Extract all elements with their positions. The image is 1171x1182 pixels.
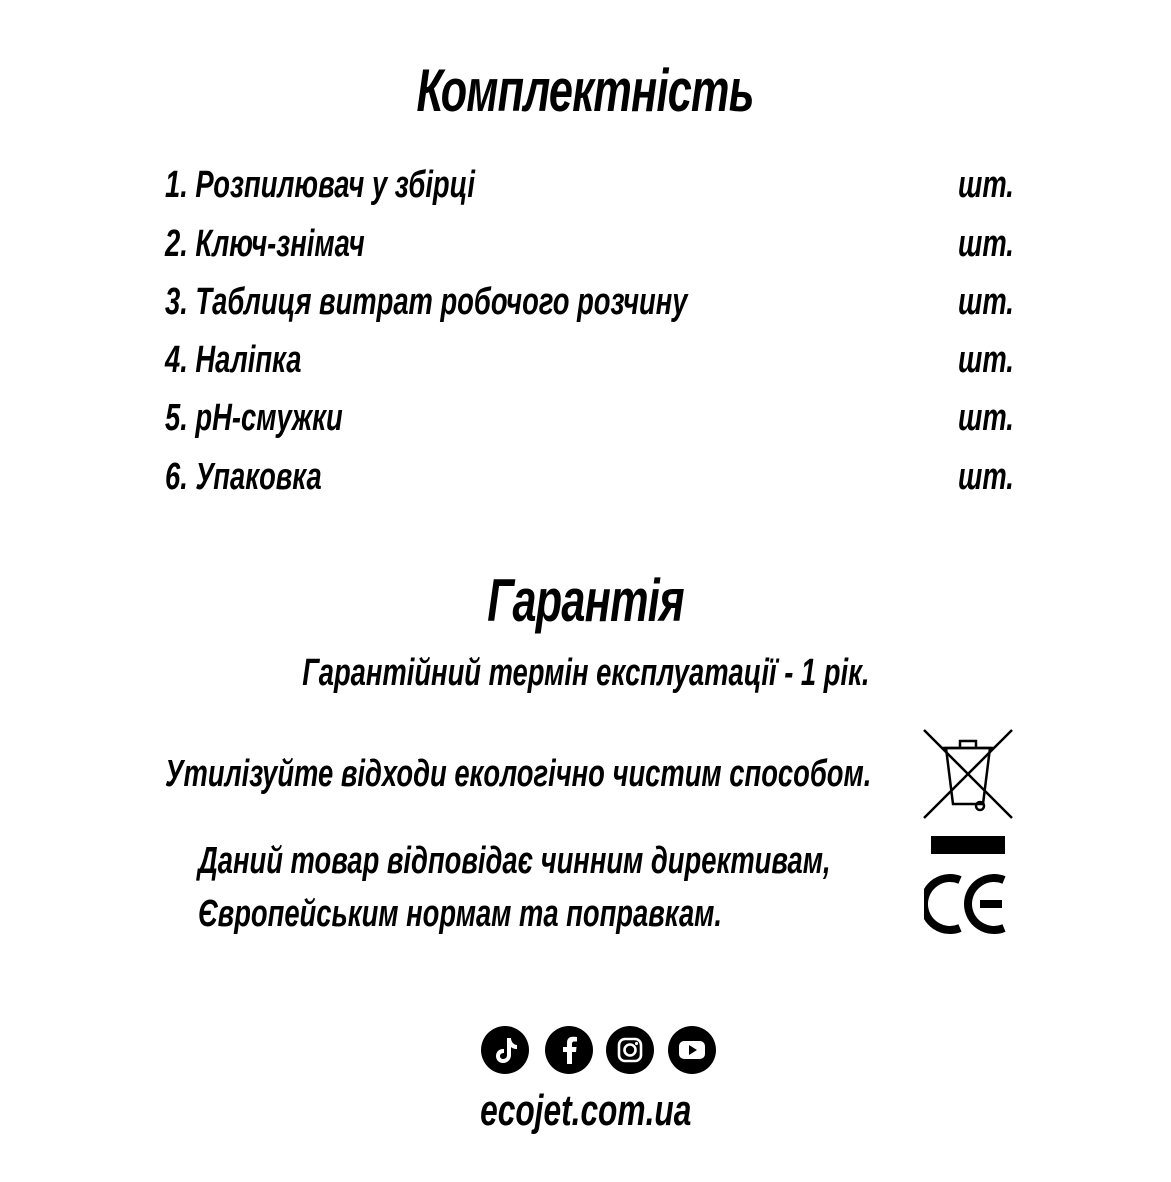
compliance-text-line1: Даний товар відповідає чинним директивам, bbox=[198, 840, 831, 882]
warranty-text: Гарантійний термін експлуатації - 1 рік. bbox=[301, 652, 870, 694]
contents-title: Комплектність bbox=[416, 57, 755, 124]
weee-underline-bar bbox=[931, 836, 1005, 854]
contents-item-unit: шт. bbox=[958, 397, 1014, 439]
contents-item: 2. Ключ-знімач bbox=[165, 223, 365, 265]
contents-item-unit: шт. bbox=[958, 223, 1014, 265]
weee-crossed-bin-icon bbox=[920, 726, 1016, 822]
disposal-text: Утилізуйте відходи екологічно чистим способом. bbox=[165, 753, 872, 795]
facebook-icon[interactable] bbox=[545, 1026, 593, 1074]
contents-item-unit: шт. bbox=[958, 164, 1014, 206]
ce-mark-icon bbox=[924, 872, 1008, 936]
contents-item-unit: шт. bbox=[958, 456, 1014, 498]
contents-item: 5. рН-смужки bbox=[165, 397, 343, 439]
contents-item: 3. Таблиця витрат робочого розчину bbox=[165, 281, 688, 323]
warranty-title: Гарантія bbox=[487, 567, 684, 634]
tiktok-icon[interactable] bbox=[481, 1026, 529, 1074]
website-link[interactable]: ecojet.com.ua bbox=[479, 1086, 692, 1135]
compliance-text-line2: Європейським нормам та поправкам. bbox=[198, 893, 723, 935]
contents-item: 1. Розпилювач у збірці bbox=[165, 164, 475, 206]
contents-item: 4. Наліпка bbox=[165, 339, 302, 381]
youtube-icon[interactable] bbox=[668, 1026, 716, 1074]
instagram-icon[interactable] bbox=[606, 1026, 654, 1074]
contents-item-unit: шт. bbox=[958, 339, 1014, 381]
contents-item: 6. Упаковка bbox=[165, 456, 322, 498]
contents-item-unit: шт. bbox=[958, 281, 1014, 323]
